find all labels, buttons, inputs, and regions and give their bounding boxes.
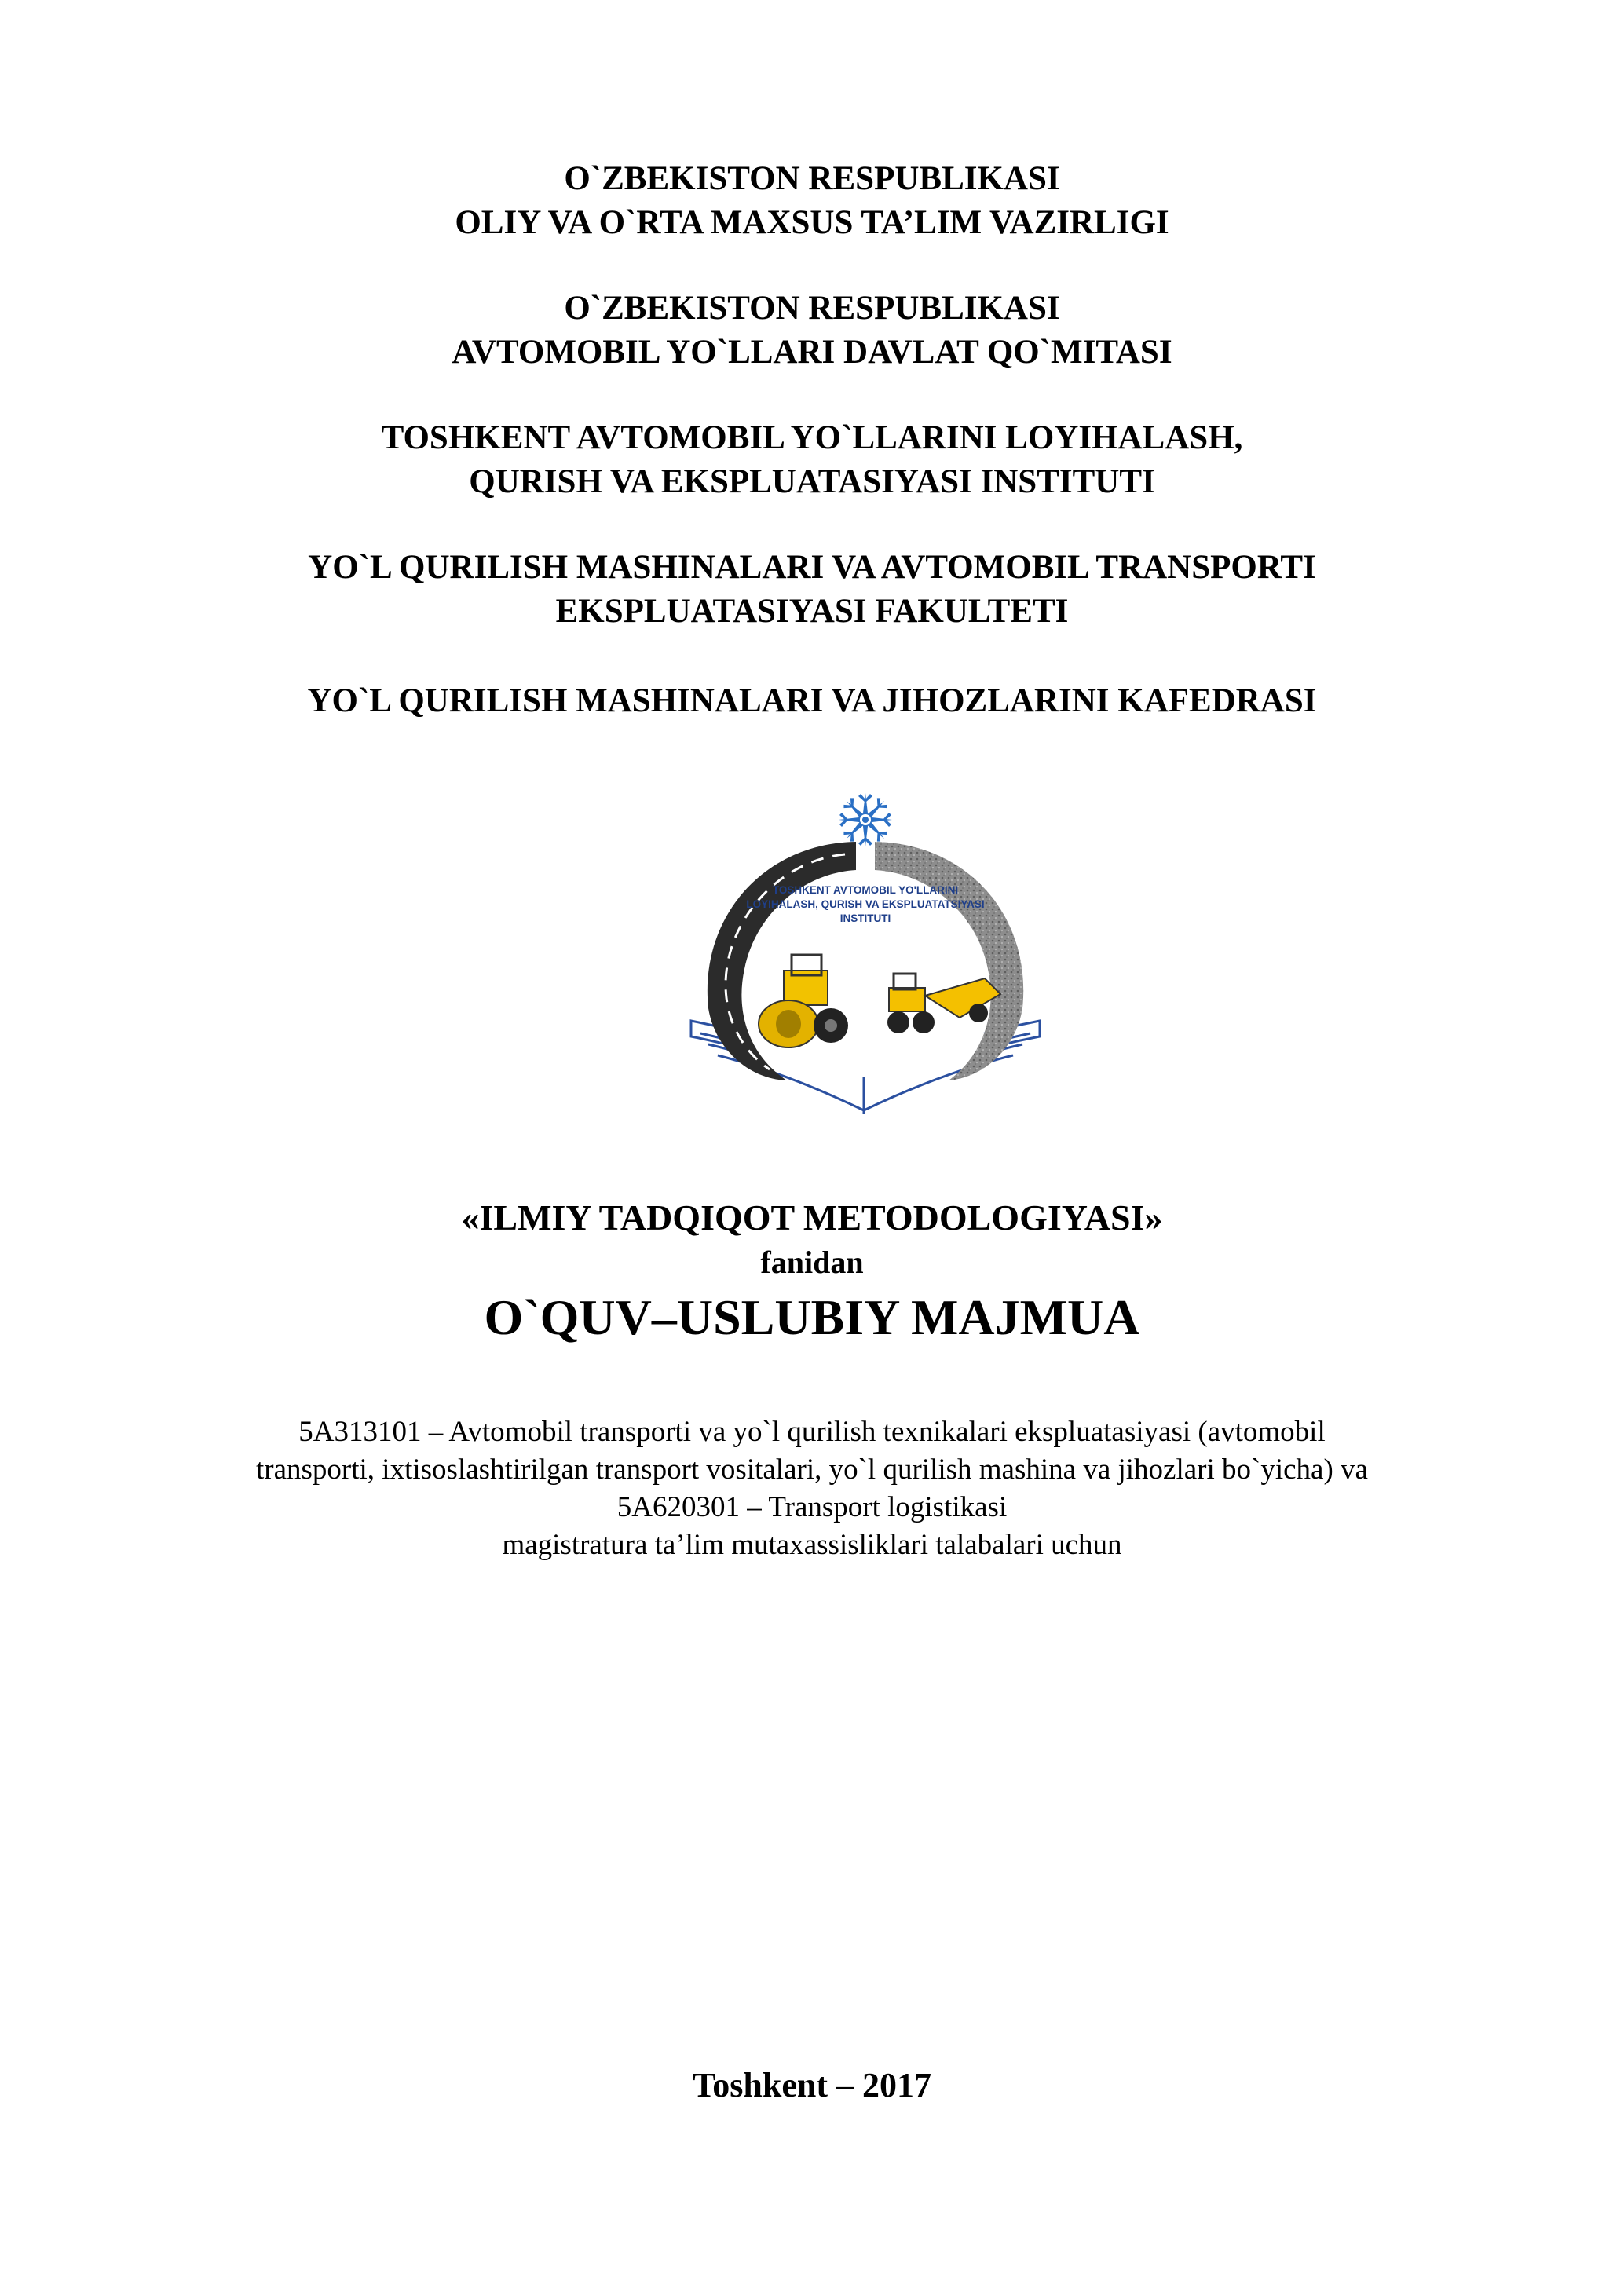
ministry-heading <box>0 157 1624 245</box>
committee-line-1: O`ZBEKISTON RESPUBLIKASI <box>564 290 1060 327</box>
committee-heading <box>0 287 1624 375</box>
grader-icon <box>887 974 1000 1033</box>
description-line-2: transporti, ixtisoslashtirilgan transport vositalari, yo`l qurilish mashina va jihozlari bo`yicha) va <box>256 1453 1368 1486</box>
department-line-1: YO`L QURILISH MASHINALARI VA JIHOZLARINI KAFEDRASI <box>307 682 1317 719</box>
place-year: Toshkent – 2017 <box>692 2066 932 2104</box>
ministry-line-1: O`ZBEKISTON RESPUBLIKASI <box>564 160 1060 197</box>
description-block <box>0 1413 1624 1564</box>
faculty-heading <box>0 546 1624 634</box>
institute-logo <box>677 788 1054 1126</box>
logo-text-line-1: TOSHKENT AVTOMOBIL YO'LLARINI <box>772 884 959 896</box>
department-heading <box>0 679 1624 723</box>
logo-text-line-2: LOYIHALASH, QURISH VA EKSPLUATATSIYASI <box>746 898 985 910</box>
institute-heading <box>0 416 1624 504</box>
snowflake-icon <box>839 793 892 846</box>
course-fanidan: fanidan <box>760 1245 864 1280</box>
road-roller-icon <box>759 955 848 1047</box>
faculty-line-1: YO`L QURILISH MASHINALARI VA AVTOMOBIL TRANSPORTI <box>308 549 1316 586</box>
logo-text-line-3: INSTITUTI <box>839 912 891 924</box>
committee-line-2: AVTOMOBIL YO`LLARI DAVLAT QO`MITASI <box>452 334 1172 371</box>
faculty-line-2: EKSPLUATASIYASI FAKULTETI <box>555 593 1069 630</box>
document-type-title: O`QUV–USLUBIY MAJMUA <box>484 1289 1140 1345</box>
description-line-3: 5A620301 – Transport logistikasi <box>616 1491 1008 1523</box>
description-line-4: magistratura ta’lim mutaxassisliklari talabalari uchun <box>502 1529 1122 1561</box>
description-line-1: 5A313101 – Avtomobil transporti va yo`l qurilish texnikalari ekspluatasiyasi (avtomobil <box>298 1416 1326 1448</box>
institute-line-2: QURISH VA EKSPLUATASIYASI INSTITUTI <box>469 463 1155 500</box>
course-subject: «ILMIY TADQIQOT METODOLOGIYASI» <box>461 1197 1163 1238</box>
institute-line-1: TOSHKENT AVTOMOBIL YO`LLARINI LOYIHALASH, <box>381 419 1243 456</box>
ministry-line-2: OLIY VA O`RTA MAXSUS TA’LIM VAZIRLIGI <box>455 204 1169 241</box>
